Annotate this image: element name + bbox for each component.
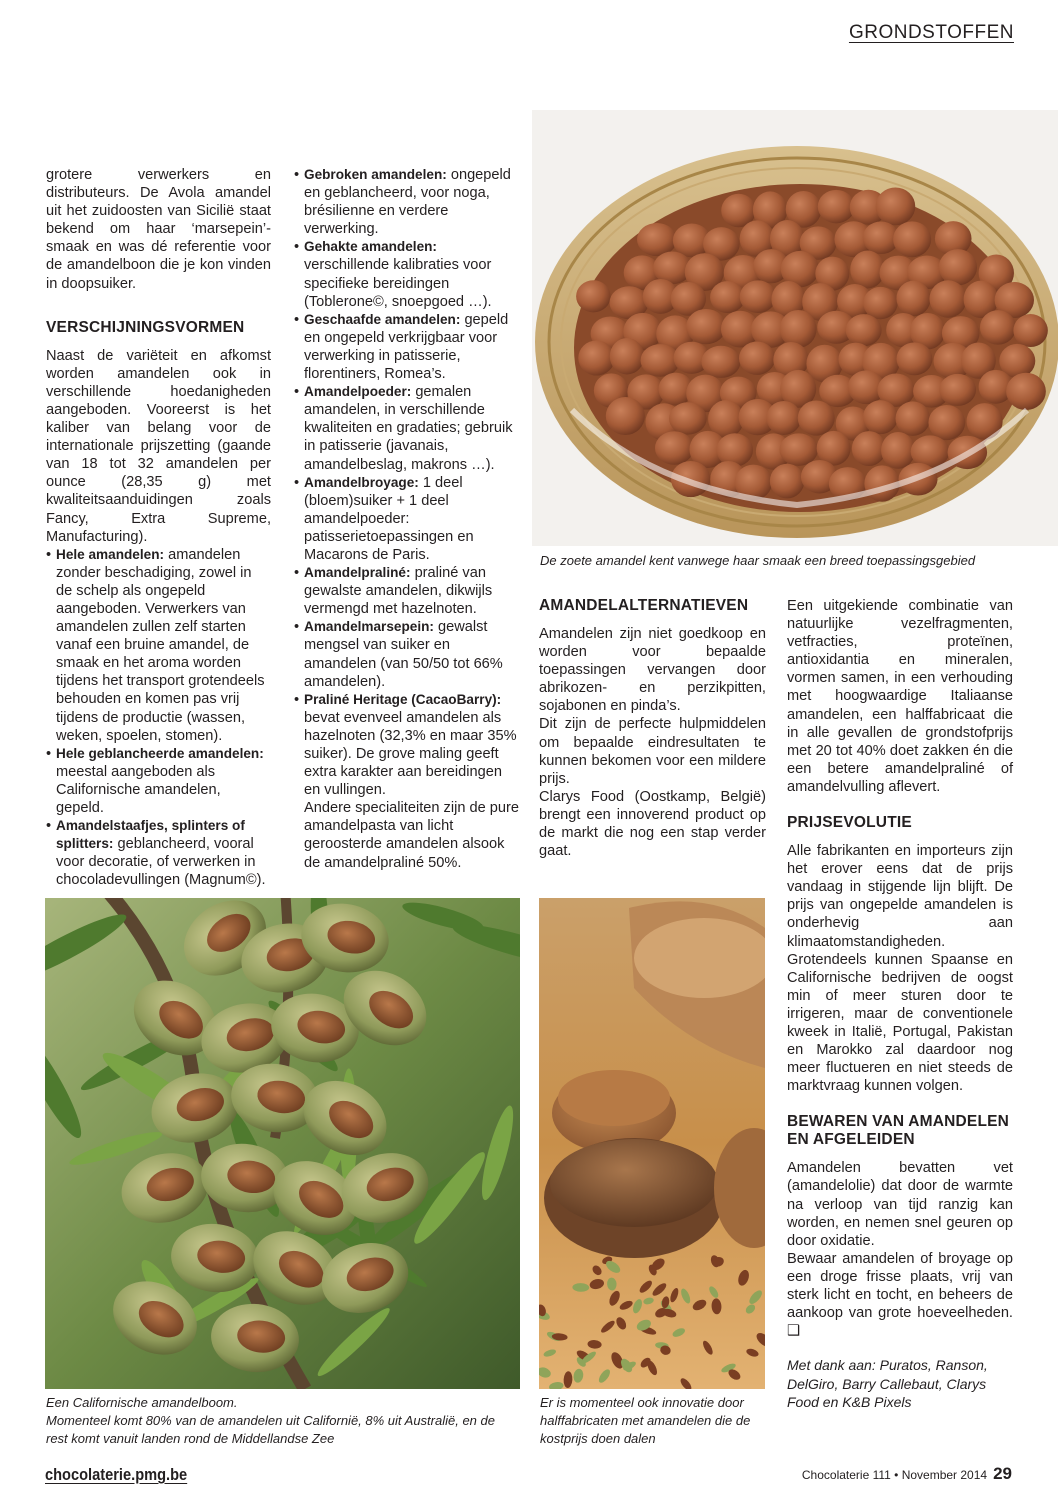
hazelnut-shape: [576, 280, 610, 312]
storage-paragraph-1: Amandelen bevatten vet (amandelolie) dat door de warmte na verloop van tijd ranzig kan worden, en nemen snel geuren op door oxidatie.: [787, 1160, 1013, 1249]
bullet-text: 1 deel (bloem)suiker + 1 deel amandelpoeder: patisserietoepassingen en Macarons de Paris.: [304, 474, 474, 563]
hazelnut-shape: [846, 314, 882, 346]
bullet-term: Geschaafde amandelen:: [304, 311, 461, 327]
bullet-term: Amandelbroyage:: [304, 474, 419, 490]
hazelnut-shape: [939, 249, 977, 285]
hazelnut-shape: [850, 251, 885, 289]
hazelnut-shape: [893, 221, 931, 257]
footer-issue: [802, 1464, 1012, 1484]
column-4: [787, 597, 1013, 1412]
hazelnut-shape: [852, 431, 886, 466]
hazelnut-shape: [896, 342, 932, 375]
hazelnut-shape: [578, 340, 614, 375]
bullet-term: Amandelstaafjes, splinters of splitters:: [56, 818, 245, 852]
hazelnut-shape: [701, 346, 740, 378]
bullet-icon: •: [294, 691, 300, 708]
heading-bewaren: BEWAREN VAN AMANDELEN EN AFGELEIDEN: [787, 1113, 1010, 1149]
combination-paragraph: Een uitgekiende combinatie van natuurlijke vezelfragmenten, vetfracties, proteïnen, antioxidantia en mineralen, vormen samen, in een verhouding met hoogwaardige Italiaanse amandelen, een halffabricaat die in alle gevallen de grondstofprijs met 20 tot 40% doet zakken én die een betere amandelpraliné of amandelvulling aflevert.: [787, 598, 1013, 795]
alternatives-paragraph-2: Dit zijn de perfecte hulpmiddelen om bepaalde eindresultaten te kunnen bekomen voor een mildere prijs.: [539, 716, 766, 787]
hazelnut-shape: [895, 401, 930, 435]
bullet-term: Amandelmarsepein:: [304, 619, 434, 635]
page-number: 29: [993, 1464, 1012, 1483]
caption-tree-line-1: Een Californische amandelboom.: [46, 1395, 238, 1410]
bullet-item: [294, 564, 520, 618]
hazelnut-shape: [606, 397, 645, 435]
hazelnut-shape: [881, 432, 915, 469]
bullet-item: [46, 546, 271, 745]
bullet-item: [294, 166, 520, 238]
alternatives-paragraph-1: Amandelen zijn niet goedkoop en worden voor bepaalde toepassingen vervangen door abrikozen- en perzikpitten, sojabonen en pinda’s.: [539, 626, 766, 715]
bullet-text: verschillende kalibraties voor specifieke bereidingen (Toblerone©, snoepgoed …).: [304, 257, 492, 310]
footer-website-link[interactable]: chocolaterie.pmg.be: [45, 1465, 188, 1484]
specialties-paragraph: Andere specialiteiten zijn de pure amandelpasta van licht geroosterde amandelen alsook de amandelpraliné 50%.: [304, 800, 519, 871]
hazelnut-shape: [655, 431, 694, 465]
column-2: [294, 166, 520, 872]
heading-verschijningsvormen: VERSCHIJNINGSVORMEN: [46, 318, 245, 336]
hazelnut-shape: [739, 342, 775, 375]
hazelnut-shape: [1006, 373, 1046, 410]
bullet-icon: •: [294, 384, 300, 401]
bullet-icon: •: [294, 619, 300, 636]
hazelnut-shape: [818, 190, 855, 223]
hazelnut-shape: [798, 400, 835, 435]
hazelnut-shape: [876, 187, 916, 225]
end-mark-icon: ❑: [787, 1323, 801, 1340]
bullet-text: ongepeld en geblancheerd, voor noga, brésilienne en verdere verwerking.: [304, 167, 511, 238]
bullet-icon: •: [46, 818, 52, 835]
column-1: [46, 166, 271, 889]
hazelnut-shape: [669, 402, 707, 434]
hazelnut-shape: [780, 310, 817, 348]
almond-tree-photo: [45, 898, 520, 1389]
bullet-text: praliné van gewalste amandelen, dikwijls vermengd met hazelnoten.: [304, 565, 493, 618]
hazelnut-shape: [686, 309, 726, 344]
bullet-item: [294, 618, 520, 690]
hazelnut-shape: [980, 310, 1016, 345]
praline-paste-photo: [539, 898, 765, 1389]
bullet-item: [294, 474, 520, 564]
bullet-term: Gebroken amandelen:: [304, 167, 447, 182]
bullet-item: [294, 691, 520, 800]
bullet-text: meestal aangeboden als Californische amandelen, gepeld.: [56, 763, 221, 816]
storage-paragraph-2: [787, 1250, 1013, 1340]
heading-prijsevolutie: PRIJSEVOLUTIE: [787, 814, 912, 832]
bullet-icon: •: [294, 474, 300, 491]
hazelnut-shape: [896, 281, 930, 317]
bullet-icon: •: [294, 239, 300, 256]
almond-basket-photo: [532, 110, 1058, 546]
varieties-paragraph: Naast de variëteit en afkomst worden amandelen ook in verschillende hoedanigheden aangeboden. Vooreerst is het kaliber van belang voor de internationale prijszetting (gaande van 18 tot 32 amandelen per ounce (28,35 g) met kwaliteitsaanduidingen zoals Fancy, Extra Supreme, Manufacturing).: [46, 347, 271, 545]
bullet-icon: •: [46, 745, 52, 762]
caption-tree-line-2: Momenteel komt 80% van de amandelen uit Californië, 8% uit Australië, en de rest komt vanuit landen rond de Middellandse Zee: [46, 1413, 495, 1446]
caption-basket: De zoete amandel kent vanwege haar smaak een breed toepassingsgebied: [540, 553, 976, 568]
bullet-text: amandelen zonder beschadiging, zowel in de schelp als ongepeld aangeboden. Verwerkers van amandelen zullen zelf starten vanaf een bruine amandel, de smaak en het aroma worden tijdens het transport grotendeels behouden en komen pas vrij tijdens de productie (wassen, weken, spoelen, stomen).: [56, 546, 265, 744]
acknowledgements: Met dank aan: Puratos, Ranson, DelGiro, Barry Callebaut, Clarys Food en K&B Pixels: [787, 1357, 988, 1411]
bullet-term: Amandelpoeder:: [304, 384, 412, 400]
bullet-icon: •: [294, 167, 300, 183]
bullet-text: geblancheerd, vooral voor decoratie, of verwerken in chocoladevullingen (Magnum©).: [56, 836, 266, 889]
bullet-term: Amandelpraliné:: [304, 565, 411, 581]
bullet-text: bevat evenveel amandelen als hazelnoten (32,3% en maar 35% suiker). De grove maling geeft extra karakter aan bereidingen en vullingen.: [304, 709, 517, 799]
hazelnut-shape: [610, 338, 644, 374]
price-paragraph-2: Grotendeels kunnen Spaanse en Californische bedrijven de oogst min of meer sturen door te irrigeren, maar de conventionele kweek in Italië, Portugal, Pakistan en Marokko zal daardoor nog meer fluctueren en niet steeds de marktvraag kunnen volgen.: [787, 951, 1013, 1095]
bullet-item: [46, 745, 271, 817]
bullet-term: Praliné Heritage (CacaoBarry):: [304, 691, 502, 707]
bullet-item: [46, 817, 271, 889]
hazelnut-shape: [863, 287, 897, 319]
hazelnut-shape: [770, 464, 805, 499]
hazelnut-shape: [779, 433, 818, 465]
col1-bullet-list: [46, 546, 271, 890]
price-paragraph-1: Alle fabrikanten en importeurs zijn het erover eens dat de prijs vandaag in stijgende lijn blijft. De prijs van ongepelde amandelen is onderhevig aan klimaatomstandigheden.: [787, 843, 1013, 950]
bullet-text: gewalst mengsel van suiker en amandelen (van 50/50 tot 66% amandelen).: [304, 619, 503, 690]
bullet-item: [294, 238, 520, 310]
hazelnut-shape: [939, 374, 976, 406]
bullet-term: Hele geblancheerde amandelen:: [56, 745, 264, 761]
alternatives-paragraph-3: Clarys Food (Oostkamp, België) brengt een innoverend product op de markt die nog een stap verder gaat.: [539, 788, 766, 860]
bullet-item: [294, 383, 520, 473]
bullet-icon: •: [294, 311, 300, 328]
bullet-term: Hele amandelen:: [56, 546, 165, 562]
bullet-text: gemalen amandelen, in verschillende kwaliteiten en gradaties; gebruik in patisserie (javanais, amandelbeslag, makrons …).: [304, 384, 513, 473]
bullet-item: [294, 311, 520, 383]
hazelnut-shape: [740, 280, 776, 313]
section-tag: GRONDSTOFFEN: [848, 22, 1014, 43]
bullet-icon: •: [294, 565, 300, 582]
bullet-term: Gehakte amandelen:: [304, 239, 437, 255]
col2-bullet-list: [294, 166, 520, 799]
storage-paragraph-2-text: Bewaar amandelen of broyage op een droge frisse plaats, vrij van sterk licht en tocht, en beheers de aankoop van grote hoeveelheden.: [787, 1250, 1013, 1322]
hazelnut-shape: [766, 401, 801, 435]
hazelnut-shape: [863, 400, 898, 434]
column-3: [539, 597, 766, 860]
bullet-icon: •: [46, 546, 52, 563]
hazelnut-shape: [637, 223, 677, 256]
caption-paste: Er is momenteel ook innovatie door halffabricaten met amandelen die de kostprijs doen dalen: [540, 1395, 751, 1446]
bullet-text: gepeld en ongepeld verkrijgbaar voor verwerking in patisserie, florentiners, Romea’s.: [304, 311, 509, 383]
hazelnut-shape: [1013, 314, 1048, 347]
caption-tree: [46, 1394, 516, 1448]
hazelnut-shape: [928, 405, 965, 440]
intro-paragraph: grotere verwerkers en distributeurs. De Avola amandel uit het zuidoosten van Sicilië staat bekend om haar ‘marsepein’-smaak en was dé referentie voor de amandelboon die je kon vinden in doopsuiker.: [46, 167, 271, 292]
issue-label: Chocolaterie 111 • November 2014: [801, 1468, 988, 1482]
hazelnut-shape: [716, 433, 753, 466]
heading-amandelalternatieven: AMANDELALTERNATIEVEN: [539, 597, 749, 614]
hazelnut-shape: [929, 280, 966, 317]
